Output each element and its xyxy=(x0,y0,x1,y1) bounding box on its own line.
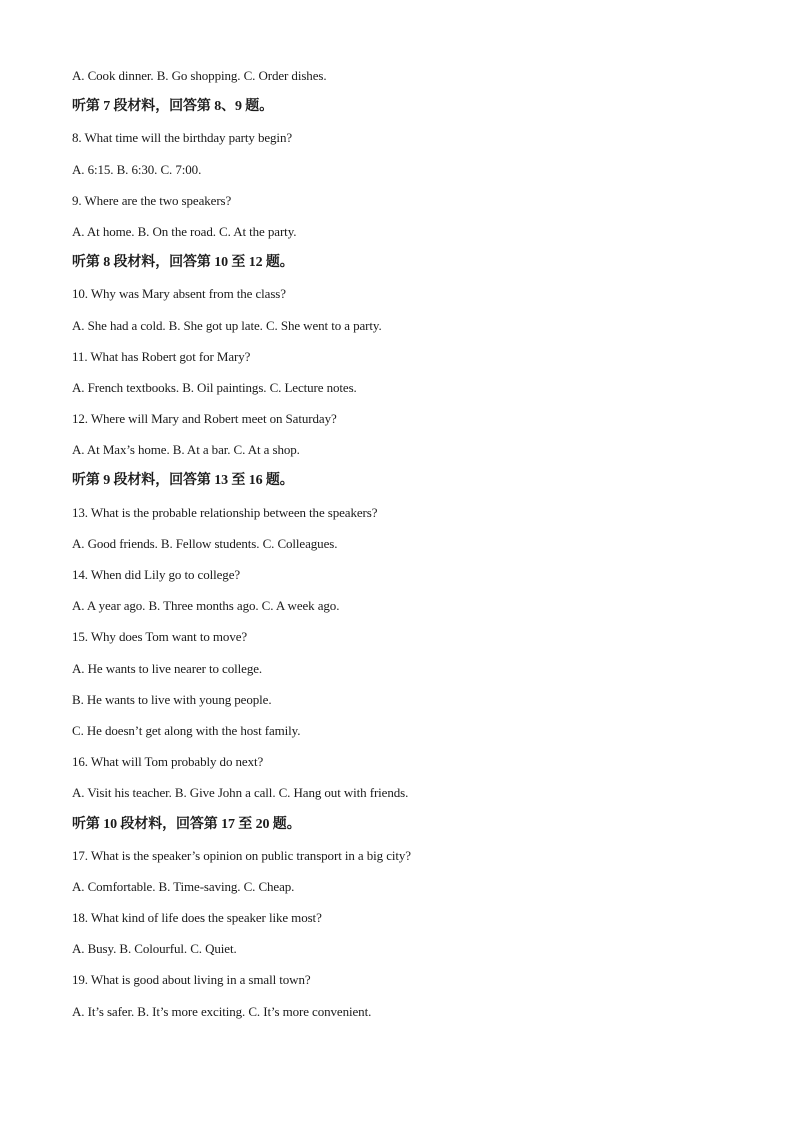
question-text: 12. Where will Mary and Robert meet on Saturday? xyxy=(72,411,337,427)
answer-options: A. Busy. B. Colourful. C. Quiet. xyxy=(72,941,237,957)
answer-options: A. 6:15. B. 6:30. C. 7:00. xyxy=(72,161,202,177)
answer-options: A. Visit his teacher. B. Give John a call. C. Hang out with friends. xyxy=(72,785,409,801)
question-text: 8. What time will the birthday party begin? xyxy=(72,130,293,146)
question-text: 11. What has Robert got for Mary? xyxy=(72,348,251,364)
section-heading: 听第 8 段材料，回答第 10 至 12 题。 xyxy=(72,255,294,271)
answer-options: A. French textbooks. B. Oil paintings. C. Lecture notes. xyxy=(72,379,357,395)
question-text: 9. Where are the two speakers? xyxy=(72,192,232,208)
question-text: 16. What will Tom probably do next? xyxy=(72,754,264,770)
answer-options: A. Cook dinner. B. Go shopping. C. Order dishes. xyxy=(72,68,327,83)
question-text: 18. What kind of life does the speaker like most? xyxy=(72,910,322,926)
answer-options: A. Good friends. B. Fellow students. C. Colleagues. xyxy=(72,535,338,551)
answer-options: A. At home. B. On the road. C. At the party. xyxy=(72,223,297,239)
answer-options: A. A year ago. B. Three months ago. C. A week ago. xyxy=(72,598,340,614)
answer-options: A. At Max’s home. B. At a bar. C. At a shop. xyxy=(72,442,300,458)
answer-options: A. He wants to live nearer to college. xyxy=(72,660,263,676)
answer-options: B. He wants to live with young people. xyxy=(72,691,272,707)
question-text: 14. When did Lily go to college? xyxy=(72,567,241,582)
question-text: 17. What is the speaker’s opinion on public transport in a big city? xyxy=(72,847,411,863)
section-heading: 听第 7 段材料，回答第 8、9 题。 xyxy=(72,99,274,115)
section-heading: 听第 9 段材料，回答第 13 至 16 题。 xyxy=(72,473,294,489)
exam-page xyxy=(72,64,732,1031)
answer-options: A. It’s safer. B. It’s more exciting. C. It’s more convenient. xyxy=(72,1003,372,1019)
question-text: 19. What is good about living in a small town? xyxy=(72,972,311,988)
answer-options: A. She had a cold. B. She got up late. C. She went to a party. xyxy=(72,317,382,333)
question-text: 15. Why does Tom want to move? xyxy=(72,629,248,645)
question-text: 13. What is the probable relationship between the speakers? xyxy=(72,504,378,520)
answer-options: C. He doesn’t get along with the host family. xyxy=(72,722,301,738)
question-text: 10. Why was Mary absent from the class? xyxy=(72,286,286,302)
section-heading: 听第 10 段材料，回答第 17 至 20 题。 xyxy=(72,816,301,832)
answer-options: A. Comfortable. B. Time-saving. C. Cheap. xyxy=(72,878,295,894)
